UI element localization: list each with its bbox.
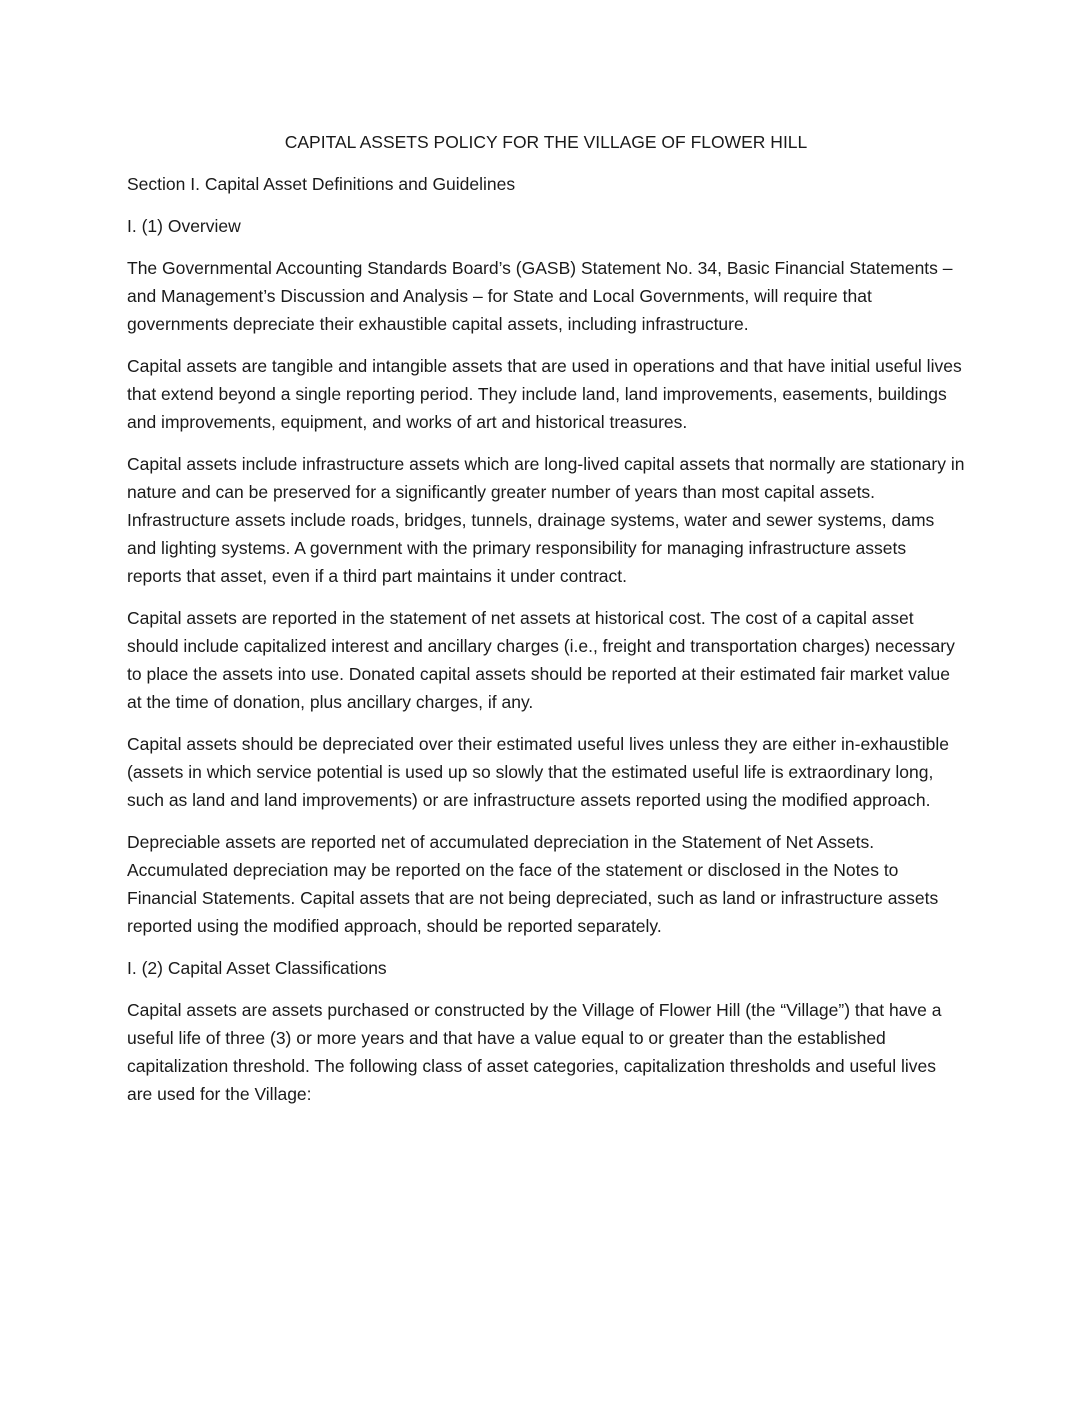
subsection-heading-overview: I. (1) Overview — [127, 216, 241, 236]
paragraph-gasb-statement: The Governmental Accounting Standards Board’s (GASB) Statement No. 34, Basic Financial Statements – and Management’s Discussion and Analysis – for State and Local Governments, will require that governments depreciate their exhaustible capital assets, including infrastructure. — [127, 258, 953, 334]
section-heading: Section I. Capital Asset Definitions and Guidelines — [127, 174, 516, 194]
paragraph-net-of-depreciation: Depreciable assets are reported net of accumulated depreciation in the Statement of Net Assets. Accumulated depreciation may be reported on the face of the statement or disclosed in the Notes to Financial Statements. Capital assets that are not being depreciated, such as land or infrastructure assets reported using the modified approach, should be reported separately. — [127, 832, 939, 936]
paragraph-infrastructure-assets: Capital assets include infrastructure assets which are long-lived capital assets that normally are stationary in nature and can be preserved for a significantly greater number of years than most capital assets. Infrastructure assets include roads, bridges, tunnels, drainage systems, water and sewer systems, dams and lighting systems. A government with the primary responsibility for managing infrastructure assets reports that asset, even if a third part maintains it under contract. — [127, 454, 965, 586]
document-title: CAPITAL ASSETS POLICY FOR THE VILLAGE OF FLOWER HILL — [284, 132, 808, 152]
paragraph-capital-assets-definition: Capital assets are tangible and intangible assets that are used in operations and that have initial useful lives that extend beyond a single reporting period. They include land, land improvements, easements, buildings and improvements, equipment, and works of art and historical treasures. — [127, 356, 962, 432]
subsection-heading-classifications: I. (2) Capital Asset Classifications — [127, 958, 387, 978]
paragraph-historical-cost: Capital assets are reported in the statement of net assets at historical cost. The cost of a capital asset should include capitalized interest and ancillary charges (i.e., freight and transportation charges) necessary to place the assets into use. Donated capital assets should be reported at their estimated fair market value at the time of donation, plus ancillary charges, if any. — [127, 608, 955, 712]
document-body — [127, 128, 965, 1122]
paragraph-classifications: Capital assets are assets purchased or constructed by the Village of Flower Hill (the “Village”) that have a useful life of three (3) or more years and that have a value equal to or greater than the established capitalization threshold. The following class of asset categories, capitalization thresholds and useful lives are used for the Village: — [127, 1000, 942, 1104]
paragraph-depreciation: Capital assets should be depreciated over their estimated useful lives unless they are either in-exhaustible (assets in which service potential is used up so slowly that the estimated useful life is extraordinary long, such as land and land improvements) or are infrastructure assets reported using the modified approach. — [127, 734, 949, 810]
